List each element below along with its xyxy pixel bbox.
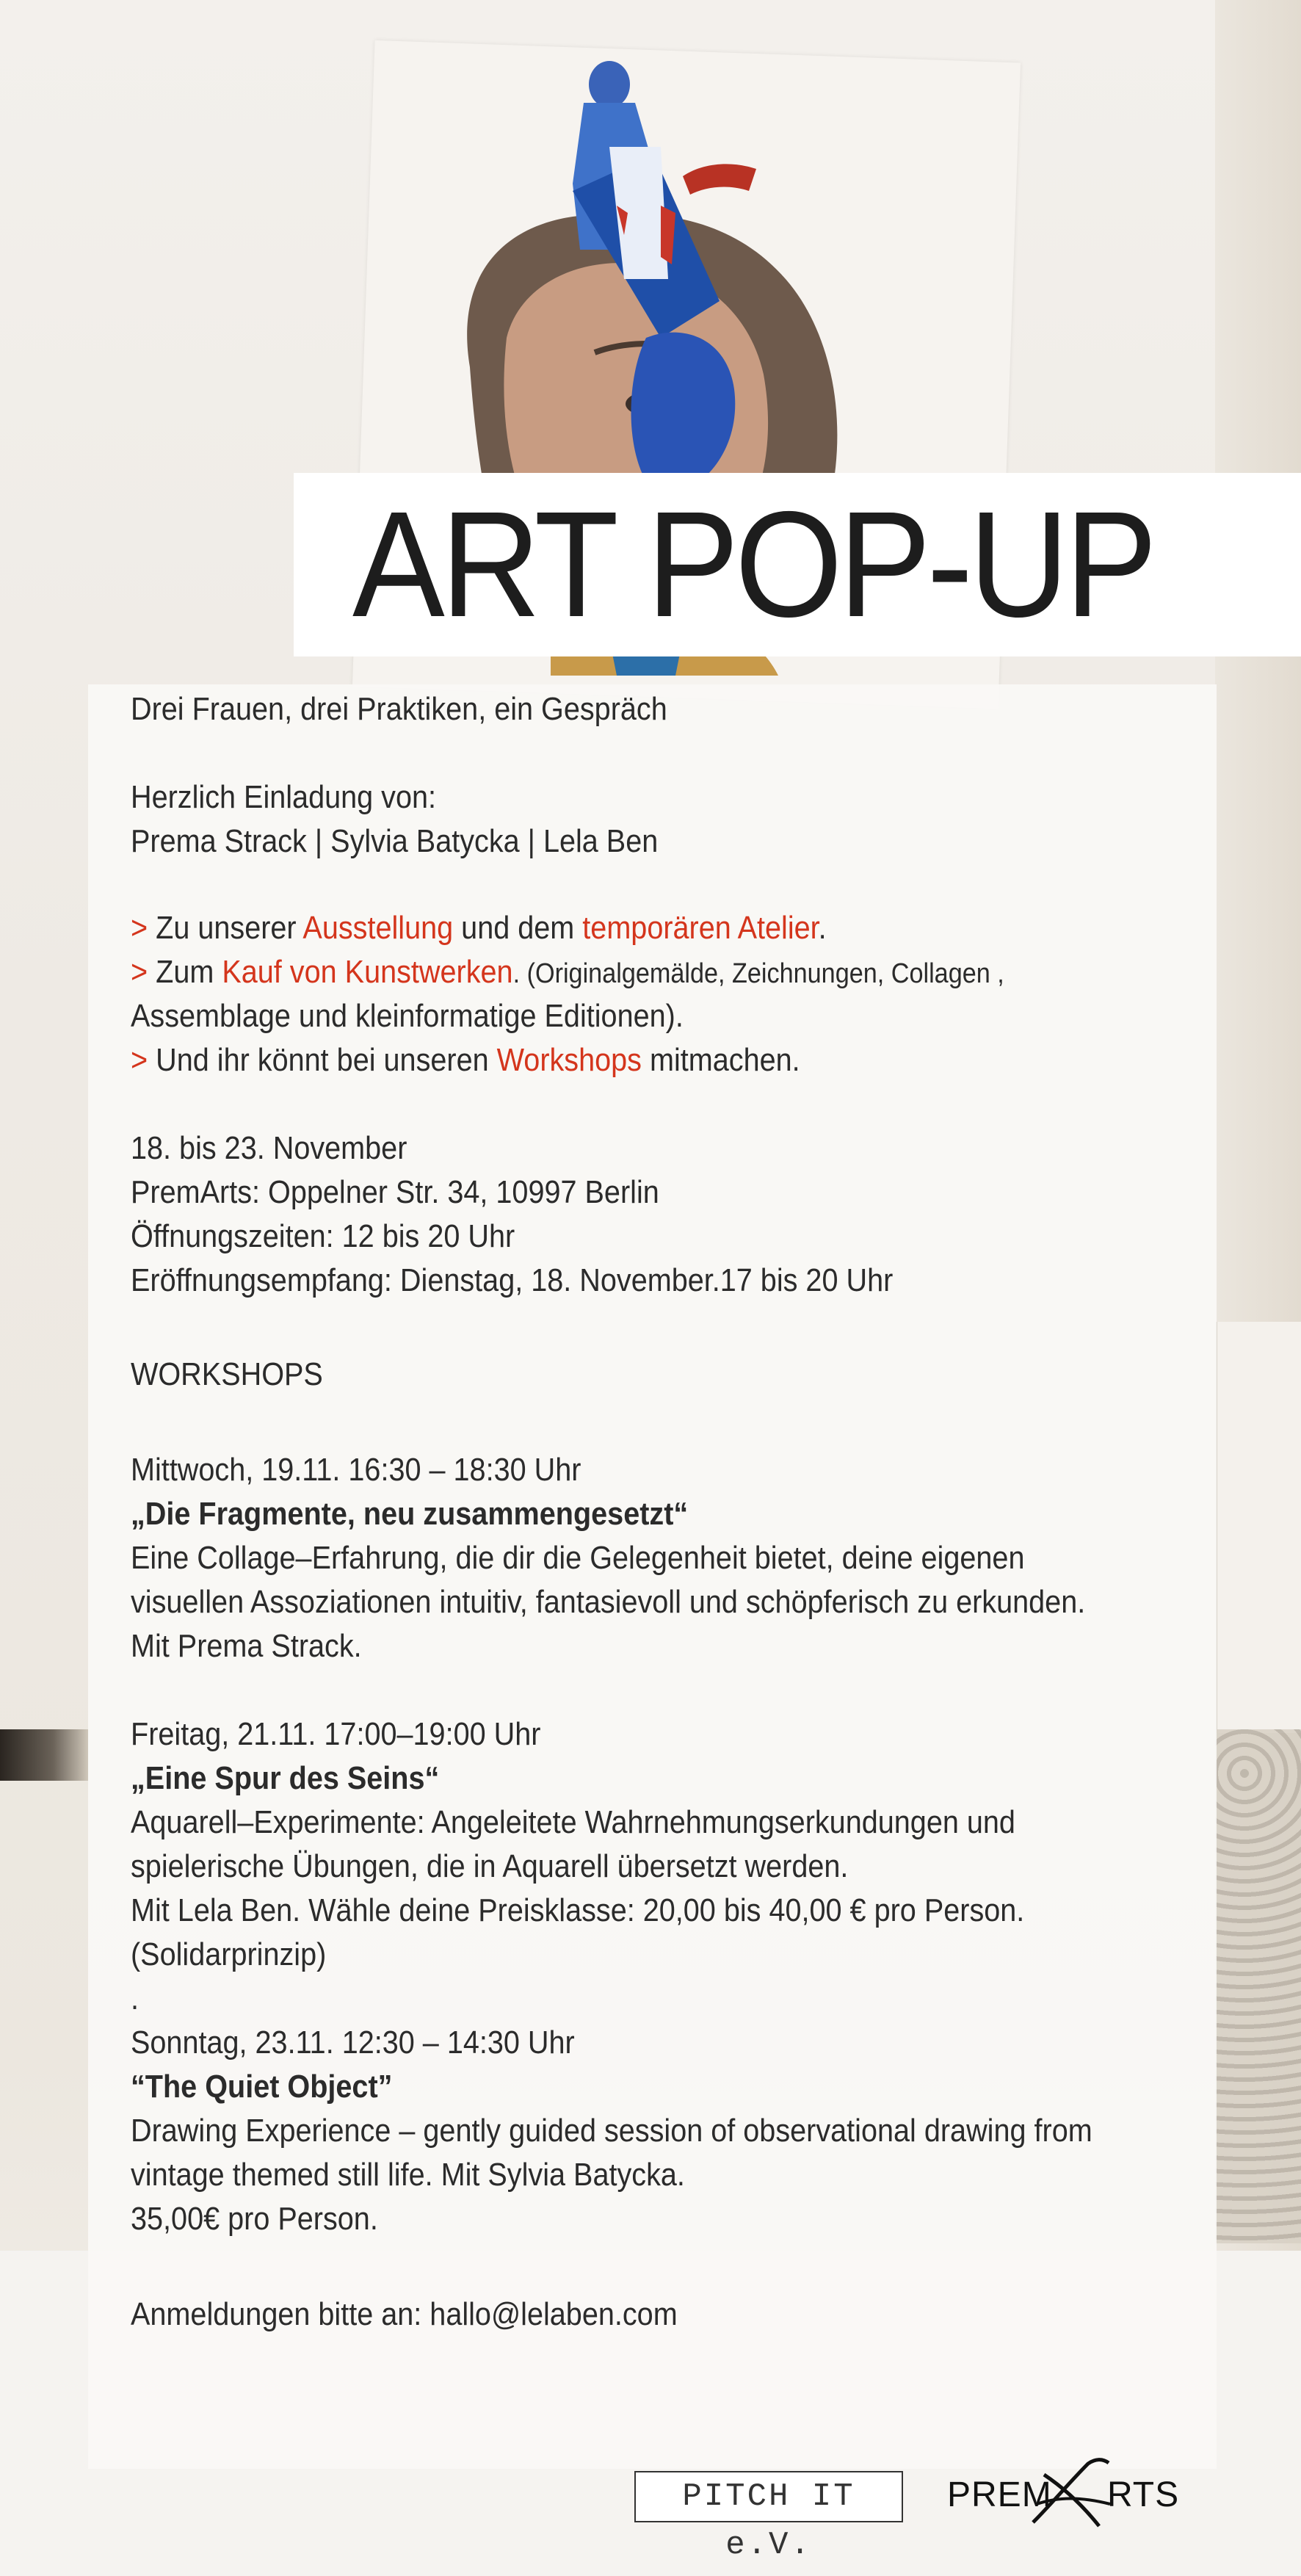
highlight-workshops: Workshops <box>496 1042 642 1078</box>
workshop-3-title: “The Quiet Object” <box>131 2069 393 2105</box>
content-panel <box>88 684 1217 2469</box>
workshop-2-line: Mit Lela Ben. Wähle deine Preisklasse: 20,00 bis 40,00 € pro Person. <box>131 1892 1025 1928</box>
page-title: ART POP-UP <box>352 480 1153 648</box>
signup-link[interactable]: Anmeldungen bitte an: hallo@lelaben.com <box>131 2296 678 2332</box>
workshop-2-line: Aquarell–Experimente: Angeleitete Wahrnehmungserkundungen und <box>131 1804 1015 1840</box>
workshop-1-line: visuellen Assoziationen intuitiv, fantasievoll und schöpferisch zu erkunden. <box>131 1584 1086 1620</box>
bullet-text: und dem <box>453 910 583 946</box>
workshop-2-title: „Eine Spur des Seins“ <box>131 1760 440 1796</box>
highlight-atelier: temporären Atelier <box>582 910 819 946</box>
workshop-1-line: Mit Prema Strack. <box>131 1628 362 1664</box>
frame-right <box>1215 1322 1301 1733</box>
premarts-a-mark <box>1029 2453 1117 2533</box>
pitch-it-logo: PITCH IT e.V. <box>634 2471 903 2522</box>
bullet-purchase-continued: Assemblage und kleinformatige Editionen). <box>131 998 684 1034</box>
workshop-2-line: (Solidarprinzip) <box>131 1936 327 1972</box>
bullet-text: Zum <box>148 954 222 990</box>
premarts-logo <box>947 2453 1189 2533</box>
bullet-text: . (Originalgemälde, Zeichnungen, Collagen , <box>512 958 1004 989</box>
invite-label: Herzlich Einladung von: <box>131 779 437 815</box>
bullet-text: mitmachen. <box>641 1042 800 1078</box>
bullet-exhibition <box>131 906 1095 950</box>
bullet-text: Zu unserer <box>148 910 303 946</box>
dark-strip <box>0 1729 88 1781</box>
artists: Prema Strack | Sylvia Batycka | Lela Ben <box>131 823 659 859</box>
tagline: Drei Frauen, drei Praktiken, ein Gespräch <box>131 691 667 727</box>
premarts-logo-right: RTS <box>1107 2475 1180 2514</box>
workshop-3-line: Drawing Experience – gently guided session of observational drawing from <box>131 2113 1092 2149</box>
bullet-marker: > <box>131 954 148 990</box>
highlight-ausstellung: Ausstellung <box>302 910 454 946</box>
workshop-1-line: Eine Collage–Erfahrung, die dir die Gelegenheit bietet, deine eigenen <box>131 1540 1025 1576</box>
workshop-1-title: „Die Fragmente, neu zusammengesetzt“ <box>131 1496 689 1532</box>
bullet-text: . <box>818 910 827 946</box>
bullet-marker: > <box>131 1042 148 1078</box>
opening-reception: Eröffnungsempfang: Dienstag, 18. November.17 bis 20 Uhr <box>131 1262 894 1298</box>
bullet-purchase <box>131 950 1095 996</box>
bullet-workshops <box>131 1038 1095 1082</box>
title-band <box>294 473 1301 656</box>
event-dates: 18. bis 23. November <box>131 1130 407 1166</box>
bullet-marker: > <box>131 910 148 946</box>
opening-hours: Öffnungszeiten: 12 bis 20 Uhr <box>131 1218 515 1254</box>
workshop-3-line: 35,00€ pro Person. <box>131 2201 378 2237</box>
premarts-logo-left: PREM <box>947 2475 1052 2514</box>
workshop-3-when: Sonntag, 23.11. 12:30 – 14:30 Uhr <box>131 2025 575 2061</box>
workshop-1-when: Mittwoch, 19.11. 16:30 – 18:30 Uhr <box>131 1452 581 1488</box>
workshop-2-line: . <box>131 1980 139 2016</box>
workshop-2-when: Freitag, 21.11. 17:00–19:00 Uhr <box>131 1716 541 1752</box>
workshop-3-line: vintage themed still life. Mit Sylvia Batycka. <box>131 2157 685 2193</box>
hands-artwork <box>1215 1729 1301 2243</box>
event-address: PremArts: Oppelner Str. 34, 10997 Berlin <box>131 1174 659 1210</box>
workshop-2-line: spielerische Übungen, die in Aquarell übersetzt werden. <box>131 1848 849 1884</box>
highlight-kauf: Kauf von Kunstwerken <box>222 954 513 990</box>
workshops-heading: WORKSHOPS <box>131 1356 323 1392</box>
bullet-text: Und ihr könnt bei unseren <box>148 1042 497 1078</box>
